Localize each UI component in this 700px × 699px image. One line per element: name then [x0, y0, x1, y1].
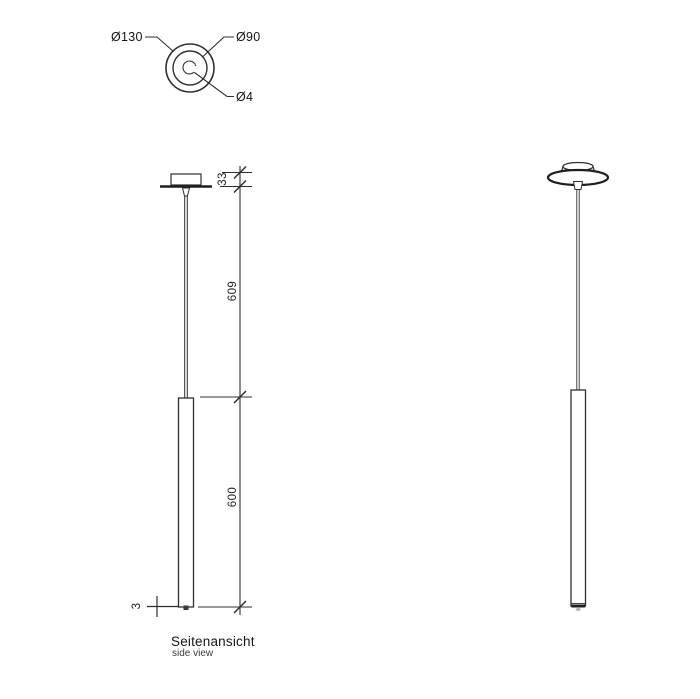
leader-line-outer-diameter	[145, 37, 174, 52]
view-caption-english: side view	[172, 648, 214, 659]
dimension-label-suspension-length: 609	[227, 280, 239, 302]
side-view-strain-relief	[183, 188, 190, 196]
dimension-label-canopy-height: 33	[217, 172, 229, 186]
side-view-bottom-cap	[184, 606, 189, 611]
front-view-strain-relief	[574, 182, 583, 190]
front-view-bottom-nub	[576, 608, 581, 611]
dimension-label-tube-length: 600	[227, 486, 239, 508]
leader-line-cable-diameter	[195, 73, 235, 97]
front-view	[548, 163, 608, 612]
side-view	[160, 174, 212, 610]
side-view-canopy	[171, 174, 201, 185]
label-outer-diameter: Ø130	[111, 30, 143, 44]
front-view-tube	[571, 390, 586, 606]
label-cable-diameter: Ø4	[236, 90, 254, 104]
dimension-label-cap-thickness: 3	[131, 602, 143, 610]
top-view-inner-circle	[173, 51, 207, 85]
leader-line-inner-diameter	[203, 37, 234, 57]
side-view-tube	[179, 398, 194, 607]
top-view	[145, 37, 234, 97]
top-view-cable-circle	[183, 61, 196, 74]
label-inner-diameter: Ø90	[236, 30, 261, 44]
dimension-lines	[147, 166, 252, 617]
view-caption-german: Seitenansicht	[171, 634, 255, 649]
